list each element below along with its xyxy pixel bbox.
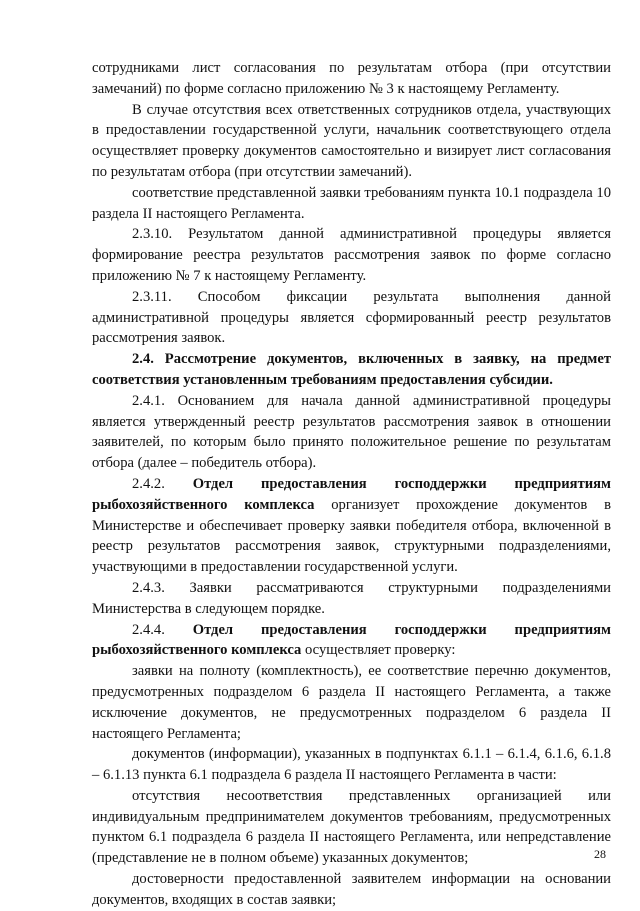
text-run: осуществляет проверку:	[301, 642, 456, 659]
text-run: соответствие представленной заявки требованиям пункта 10.1 подраздела 10 раздела II настоящего Регламента.	[92, 184, 611, 222]
paragraph-p1	[92, 58, 611, 100]
text-run: 2.3.10. Результатом данной административной процедуры является формирование реестра результатов рассмотрения заявок по форме согласно приложению № 7 к настоящему Регламенту.	[92, 226, 611, 284]
text-run: 2.4.1. Основанием для начала данной административной процедуры является утвержденный реестр результатов рассмотрения заявок в отношении заявителей, по которым было принято положительное решение по результатам отбора (далее – победитель отбора).	[92, 392, 611, 472]
text-run: 2.4.2.	[132, 475, 193, 492]
page-number: 28	[594, 847, 606, 861]
paragraph-p9	[92, 578, 611, 620]
text-run: документов (информации), указанных в подпунктах 6.1.1 – 6.1.4, 6.1.6, 6.1.8 – 6.1.13 пункта 6.1 подраздела 6 раздела II настоящего Регламента в части:	[92, 746, 611, 784]
paragraph-p12	[92, 744, 611, 786]
paragraph-p3	[92, 183, 611, 225]
bold-text: Отдел предоставления господдержки предприятиям рыбохозяйственного комплекса	[92, 475, 611, 513]
paragraph-p5	[92, 287, 611, 349]
text-run: отсутствия несоответствия представленных организацией или индивидуальным предпринимателем документов требованиям, предусмотренных пунктом 6.1 подраздела 6 раздела II настоящего Регламента, или непредставление (представление не в полном объеме) указанных документов;	[92, 787, 611, 867]
text-run: 2.4.4.	[132, 621, 193, 638]
paragraph-p10	[92, 620, 611, 662]
text-run: заявки на полноту (комплектность), ее соответствие перечню документов, предусмотренных подразделом 6 раздела II настоящего Регламента, а также исключение документов, не предусмотренных подразделом 6 раздела II настоящего Регламента;	[92, 663, 611, 742]
text-run: 2.4.3. Заявки рассматриваются структурными подразделениями Министерства в следующем порядке.	[92, 579, 611, 617]
paragraph-p4	[92, 224, 611, 286]
bold-text: 2.4. Рассмотрение документов, включенных в заявку, на предмет соответствия установленным требованиям предоставления субсидии.	[92, 351, 611, 388]
document-body	[92, 58, 611, 911]
bold-text: Отдел предоставления господдержки предприятиям рыбохозяйственного комплекса	[92, 621, 611, 659]
paragraph-p14	[92, 869, 611, 911]
paragraph-p8	[92, 474, 611, 578]
paragraph-p13	[92, 786, 611, 869]
text-run: 2.3.11. Способом фиксации результата выполнения данной административной процедуры является сформированный реестр результатов рассмотрения заявок.	[92, 288, 611, 347]
text-run: организует прохождение документов в Министерстве и обеспечивает проверку заявки победителя отбора, включенной в реестр результатов рассмотрения заявок, структурными подразделениями, участвующими в предоставлении государственной услуги.	[92, 496, 611, 576]
text-run: сотрудниками лист согласования по результатам отбора (при отсутствии замечаний) по форме согласно приложению № 3 к настоящему Регламенту.	[92, 60, 611, 97]
paragraph-p6	[92, 349, 611, 391]
paragraph-p2	[92, 100, 611, 183]
text-run: В случае отсутствия всех ответственных сотрудников отдела, участвующих в предоставлении государственной услуги, начальник соответствующего отдела осуществляет проверку документов самостоятельно и визирует лист согласования по результатам отбора (при отсутствии замечаний).	[92, 101, 611, 180]
text-run: достоверности предоставленной заявителем информации на основании документов, входящих в состав заявки;	[92, 871, 611, 908]
paragraph-p11	[92, 661, 611, 744]
paragraph-p7	[92, 391, 611, 474]
